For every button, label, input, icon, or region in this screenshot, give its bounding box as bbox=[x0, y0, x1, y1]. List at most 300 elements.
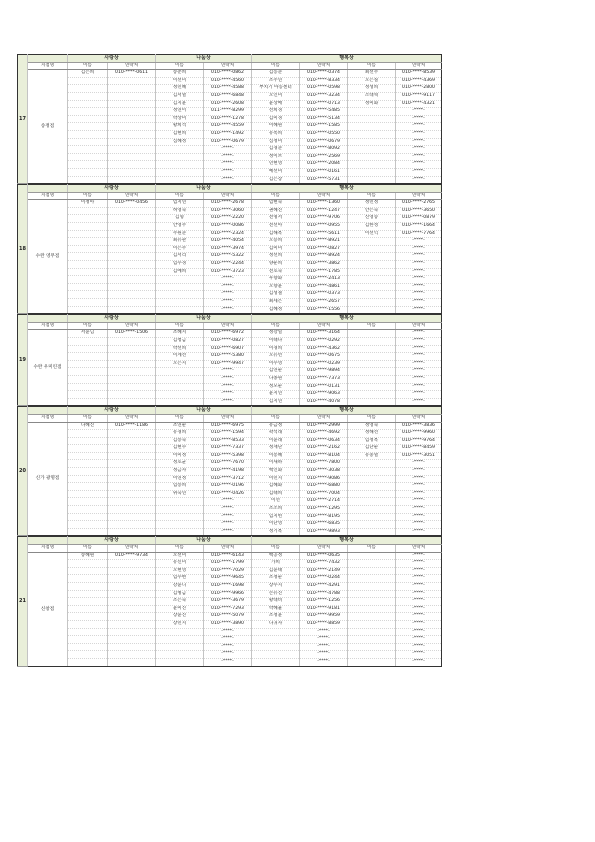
table-row bbox=[18, 643, 442, 651]
phone-cell bbox=[108, 658, 156, 666]
name-cell: 정금자 bbox=[156, 468, 204, 476]
name-cell: 장민지 bbox=[156, 620, 204, 628]
name-cell: 박상미 bbox=[156, 115, 204, 123]
name-cell: 정기옥 bbox=[252, 528, 300, 536]
name-cell bbox=[68, 161, 108, 169]
phone-cell: 010-****-3679 bbox=[204, 598, 252, 606]
name-cell bbox=[68, 146, 108, 154]
phone-cell: -****- bbox=[204, 176, 252, 184]
phone-cell: 010-****-0713 bbox=[300, 100, 348, 108]
name-cell: 이경희 bbox=[252, 345, 300, 353]
phone-cell: -****- bbox=[396, 353, 442, 361]
name-cell: 정선희 bbox=[252, 253, 300, 261]
phone-cell: 010-****-3862 bbox=[300, 261, 348, 269]
phone-cell: 010-****-2800 bbox=[396, 85, 442, 93]
name-cell: 오현영 bbox=[156, 567, 204, 575]
name-cell bbox=[348, 168, 396, 176]
phone-cell: -****- bbox=[204, 636, 252, 644]
column-header: 연락처 bbox=[108, 62, 156, 70]
branch-number: 17 bbox=[18, 55, 28, 184]
phone-cell: 010-****-8533 bbox=[204, 437, 252, 445]
name-cell bbox=[68, 92, 108, 100]
phone-cell bbox=[108, 353, 156, 361]
phone-cell: -****- bbox=[396, 168, 442, 176]
phone-cell: 010-****-4321 bbox=[396, 100, 442, 108]
name-cell bbox=[156, 299, 204, 307]
name-cell bbox=[348, 398, 396, 406]
name-cell bbox=[156, 513, 204, 521]
name-cell: 안영주 bbox=[156, 223, 204, 231]
name-cell bbox=[348, 498, 396, 506]
phone-cell: 010-****-2678 bbox=[204, 200, 252, 208]
name-cell bbox=[348, 598, 396, 606]
phone-cell: 010-****-1785 bbox=[300, 268, 348, 276]
name-cell: 안은숙 bbox=[348, 207, 396, 215]
column-header: 이름 bbox=[252, 545, 300, 553]
name-cell bbox=[348, 238, 396, 246]
table-row bbox=[18, 100, 442, 108]
table-row bbox=[18, 560, 442, 568]
table-row bbox=[18, 253, 442, 261]
name-cell: 김미경 bbox=[252, 115, 300, 123]
branch-name: 송정점 bbox=[28, 70, 68, 184]
phone-cell: 010-****-1247 bbox=[300, 207, 348, 215]
phone-cell: -****- bbox=[396, 176, 442, 184]
name-cell: 장수지 bbox=[252, 582, 300, 590]
name-cell bbox=[252, 636, 300, 644]
phone-cell bbox=[108, 513, 156, 521]
group-title-haengbok: 행복상 bbox=[252, 407, 442, 415]
name-cell: 정강일 bbox=[252, 330, 300, 338]
name-cell: 임현숙 bbox=[252, 200, 300, 208]
phone-cell: -****- bbox=[204, 168, 252, 176]
branch-block bbox=[17, 54, 442, 184]
name-cell bbox=[348, 468, 396, 476]
phone-cell: 010-****-4588 bbox=[204, 85, 252, 93]
name-cell: 김은희 bbox=[68, 70, 108, 78]
phone-cell: 010-****-2413 bbox=[300, 276, 348, 284]
name-cell: 김경준 bbox=[252, 146, 300, 154]
phone-cell: -****- bbox=[396, 383, 442, 391]
name-cell bbox=[348, 483, 396, 491]
name-cell bbox=[156, 643, 204, 651]
phone-cell: 010-****-5731 bbox=[300, 176, 348, 184]
name-cell: 전호숙 bbox=[252, 268, 300, 276]
name-cell: 정이브 bbox=[252, 153, 300, 161]
name-cell bbox=[68, 398, 108, 406]
table-row bbox=[18, 460, 442, 468]
phone-cell: 010-****-9181 bbox=[300, 605, 348, 613]
phone-cell: -****- bbox=[396, 567, 442, 575]
phone-cell bbox=[108, 77, 156, 85]
table-row bbox=[18, 306, 442, 314]
phone-cell: 010-****-2162 bbox=[300, 445, 348, 453]
name-cell: 강윤니 bbox=[156, 582, 204, 590]
table-row bbox=[18, 291, 442, 299]
phone-cell: 010-****-0955 bbox=[300, 223, 348, 231]
phone-cell: -****- bbox=[396, 391, 442, 399]
name-cell bbox=[348, 123, 396, 131]
phone-cell: 010-****-4560 bbox=[204, 77, 252, 85]
phone-cell bbox=[108, 168, 156, 176]
name-cell bbox=[348, 636, 396, 644]
phone-cell: 010-****-9734 bbox=[108, 552, 156, 560]
phone-cell: 010-****-0634 bbox=[300, 437, 348, 445]
name-cell: 민현영 bbox=[252, 161, 300, 169]
table-row bbox=[18, 85, 442, 93]
column-header: 연락처 bbox=[204, 192, 252, 200]
name-cell: 권혜진 bbox=[252, 207, 300, 215]
phone-cell: -****- bbox=[396, 658, 442, 666]
name-cell bbox=[348, 658, 396, 666]
name-cell: 이연정 bbox=[156, 475, 204, 483]
table-row bbox=[18, 506, 442, 514]
table-row bbox=[18, 582, 442, 590]
name-cell bbox=[348, 261, 396, 269]
branch-name: 신창점 bbox=[28, 552, 68, 666]
phone-cell: 010-****-1492 bbox=[204, 130, 252, 138]
name-cell bbox=[68, 253, 108, 261]
name-cell: 이선 bbox=[252, 498, 300, 506]
name-cell: 이민지 bbox=[252, 475, 300, 483]
table-row bbox=[18, 528, 442, 536]
table-row bbox=[18, 452, 442, 460]
name-cell: 곽석래 bbox=[252, 430, 300, 438]
branch-block bbox=[17, 184, 442, 314]
table-row bbox=[18, 398, 442, 406]
name-cell: 정해선 bbox=[348, 430, 396, 438]
name-cell bbox=[68, 245, 108, 253]
name-cell bbox=[348, 353, 396, 361]
name-cell bbox=[156, 628, 204, 636]
name-cell bbox=[348, 475, 396, 483]
column-header: 연락처 bbox=[396, 62, 442, 70]
phone-cell: 010-****-6143 bbox=[204, 552, 252, 560]
phone-cell: 010-****-3234 bbox=[300, 92, 348, 100]
phone-cell: -****- bbox=[396, 138, 442, 146]
name-cell: 손유진 bbox=[252, 590, 300, 598]
name-cell bbox=[68, 383, 108, 391]
phone-cell bbox=[108, 345, 156, 353]
table-row bbox=[18, 567, 442, 575]
name-cell: 김청금 bbox=[156, 337, 204, 345]
name-cell bbox=[68, 620, 108, 628]
name-cell: 임수경 bbox=[156, 261, 204, 269]
name-cell bbox=[348, 306, 396, 314]
phone-cell: -****- bbox=[396, 276, 442, 284]
phone-cell: 010-****-0374 bbox=[300, 70, 348, 78]
name-cell bbox=[68, 276, 108, 284]
name-cell: 오은실 bbox=[348, 77, 396, 85]
name-cell: 최세은 bbox=[252, 299, 300, 307]
name-cell bbox=[68, 483, 108, 491]
name-cell: 신영승 bbox=[348, 215, 396, 223]
table-row bbox=[18, 115, 442, 123]
name-cell bbox=[348, 620, 396, 628]
name-cell: 이새하 bbox=[252, 460, 300, 468]
phone-cell bbox=[108, 108, 156, 116]
branch-block bbox=[17, 314, 442, 406]
table-row bbox=[18, 123, 442, 131]
phone-cell bbox=[108, 153, 156, 161]
column-header: 연락처 bbox=[108, 192, 156, 200]
name-cell: 위숙연 bbox=[156, 490, 204, 498]
phone-cell: -****- bbox=[396, 490, 442, 498]
branch-number: 20 bbox=[18, 407, 28, 536]
phone-cell: 010-****-6907 bbox=[204, 345, 252, 353]
phone-cell: 010-****-1585 bbox=[300, 123, 348, 131]
phone-cell: -****- bbox=[396, 238, 442, 246]
group-title-haengbok: 행복상 bbox=[252, 185, 442, 193]
phone-cell: 010-****-8859 bbox=[300, 620, 348, 628]
phone-cell: -****- bbox=[204, 513, 252, 521]
phone-cell bbox=[108, 528, 156, 536]
phone-cell: -****- bbox=[396, 460, 442, 468]
name-cell: 나귀자 bbox=[252, 620, 300, 628]
name-cell bbox=[348, 552, 396, 560]
phone-cell: 010-****-1698 bbox=[204, 582, 252, 590]
name-cell: 조정윤 bbox=[252, 613, 300, 621]
table-row bbox=[18, 468, 442, 476]
phone-cell: -****- bbox=[204, 276, 252, 284]
column-header: 이름 bbox=[252, 192, 300, 200]
column-header: 이름 bbox=[68, 322, 108, 330]
table-row bbox=[18, 422, 442, 430]
name-cell bbox=[348, 567, 396, 575]
name-cell bbox=[68, 582, 108, 590]
phone-cell bbox=[108, 100, 156, 108]
phone-cell: -****- bbox=[204, 153, 252, 161]
column-header: 이름 bbox=[348, 545, 396, 553]
column-header: 이름 bbox=[68, 545, 108, 553]
phone-cell: 010-****-4788 bbox=[300, 590, 348, 598]
table-row bbox=[18, 636, 442, 644]
phone-cell: 010-****-3836 bbox=[396, 422, 442, 430]
phone-cell: 010-****-0675 bbox=[300, 353, 348, 361]
phone-cell bbox=[108, 215, 156, 223]
phone-cell bbox=[108, 276, 156, 284]
name-cell: 장윤진 bbox=[156, 613, 204, 621]
phone-cell: 010-****-0827 bbox=[300, 245, 348, 253]
name-cell: 김미미 bbox=[252, 245, 300, 253]
name-cell bbox=[68, 130, 108, 138]
name-cell bbox=[348, 383, 396, 391]
name-cell bbox=[68, 168, 108, 176]
name-cell bbox=[156, 398, 204, 406]
phone-cell: -****- bbox=[396, 636, 442, 644]
phone-cell bbox=[108, 490, 156, 498]
name-cell: 조혜지 bbox=[156, 330, 204, 338]
phone-cell: 010-****-8104 bbox=[300, 452, 348, 460]
phone-cell: 010-****-0550 bbox=[300, 130, 348, 138]
table-row bbox=[18, 605, 442, 613]
phone-cell: -****- bbox=[204, 383, 252, 391]
phone-cell: 010-****-0244 bbox=[300, 575, 348, 583]
phone-cell: -****- bbox=[396, 261, 442, 269]
phone-cell: -****- bbox=[396, 506, 442, 514]
table-row bbox=[18, 238, 442, 246]
name-cell bbox=[68, 651, 108, 659]
table-row bbox=[18, 360, 442, 368]
name-cell bbox=[68, 230, 108, 238]
name-cell: 김현수 bbox=[156, 445, 204, 453]
name-cell bbox=[68, 176, 108, 184]
phone-cell bbox=[108, 391, 156, 399]
phone-cell bbox=[108, 299, 156, 307]
phone-cell bbox=[108, 590, 156, 598]
branch-name: 수완 영무점 bbox=[28, 200, 68, 314]
name-cell: 임지헌 bbox=[252, 513, 300, 521]
name-cell: 이계선 bbox=[156, 353, 204, 361]
name-cell: 오은지 bbox=[156, 360, 204, 368]
name-cell: 서윤님 bbox=[68, 330, 108, 338]
phone-cell: 010-****-2220 bbox=[204, 215, 252, 223]
name-cell: 정연이 bbox=[156, 108, 204, 116]
name-cell bbox=[68, 528, 108, 536]
table-row bbox=[18, 490, 442, 498]
phone-cell: 010-****-7373 bbox=[300, 375, 348, 383]
name-cell bbox=[348, 268, 396, 276]
name-cell: 이태다 bbox=[252, 337, 300, 345]
phone-cell: -****- bbox=[204, 368, 252, 376]
group-spacer bbox=[28, 407, 68, 415]
table-row bbox=[18, 161, 442, 169]
name-cell bbox=[68, 85, 108, 93]
name-cell: 김혜화 bbox=[252, 483, 300, 491]
phone-cell bbox=[108, 437, 156, 445]
phone-cell: 010-****-3890 bbox=[204, 620, 252, 628]
phone-cell: -****- bbox=[300, 628, 348, 636]
name-cell: 윤상배 bbox=[252, 100, 300, 108]
table-row bbox=[18, 200, 442, 208]
phone-cell: 010-****-7293 bbox=[204, 605, 252, 613]
phone-cell: -****- bbox=[396, 130, 442, 138]
phone-cell: 010-****-7004 bbox=[300, 490, 348, 498]
phone-cell: 010-****-1506 bbox=[108, 330, 156, 338]
phone-cell: -****- bbox=[396, 123, 442, 131]
phone-cell bbox=[108, 620, 156, 628]
table-row bbox=[18, 230, 442, 238]
phone-cell: 010-****-4078 bbox=[300, 398, 348, 406]
name-cell: 가희 bbox=[252, 560, 300, 568]
name-cell: 나혜진 bbox=[68, 422, 108, 430]
group-title-sarang: 사랑상 bbox=[68, 407, 156, 415]
table-row bbox=[18, 498, 442, 506]
name-cell bbox=[68, 636, 108, 644]
group-title-sarang: 사랑상 bbox=[68, 315, 156, 323]
phone-cell bbox=[108, 146, 156, 154]
column-header: 지점명 bbox=[28, 62, 68, 70]
phone-cell: 010-****-1360 bbox=[300, 200, 348, 208]
phone-cell bbox=[108, 253, 156, 261]
name-cell bbox=[156, 153, 204, 161]
column-header: 지점명 bbox=[28, 545, 68, 553]
name-cell bbox=[156, 291, 204, 299]
column-header: 연락처 bbox=[300, 545, 348, 553]
phone-cell: 010-****-7029 bbox=[204, 567, 252, 575]
name-cell bbox=[348, 560, 396, 568]
phone-cell: 010-****-4198 bbox=[204, 468, 252, 476]
name-cell bbox=[156, 146, 204, 154]
phone-cell: 010-****-0598 bbox=[300, 85, 348, 93]
name-cell bbox=[156, 658, 204, 666]
name-cell: 심정미 bbox=[252, 138, 300, 146]
name-cell bbox=[156, 506, 204, 514]
phone-cell: -****- bbox=[204, 643, 252, 651]
name-cell bbox=[252, 643, 300, 651]
name-cell bbox=[68, 108, 108, 116]
phone-cell: 010-****-5134 bbox=[300, 115, 348, 123]
phone-cell: 010-****-0456 bbox=[108, 200, 156, 208]
phone-cell: -****- bbox=[396, 598, 442, 606]
name-cell: 양운희 bbox=[252, 261, 300, 269]
name-cell: 이정아 bbox=[68, 200, 108, 208]
name-cell: 주원준 bbox=[156, 230, 204, 238]
branch-number: 19 bbox=[18, 315, 28, 406]
table-row bbox=[18, 483, 442, 491]
name-cell bbox=[68, 506, 108, 514]
name-cell: 이혜원 bbox=[252, 123, 300, 131]
phone-cell: 010-****-5079 bbox=[204, 613, 252, 621]
name-cell: 이수영 bbox=[252, 360, 300, 368]
phone-cell: 010-****-9894 bbox=[300, 368, 348, 376]
phone-cell: -****- bbox=[204, 283, 252, 291]
phone-cell: 010-****-0196 bbox=[204, 483, 252, 491]
phone-cell: -****- bbox=[300, 643, 348, 651]
phone-cell: 010-****-8092 bbox=[300, 146, 348, 154]
table-row bbox=[18, 138, 442, 146]
phone-cell: 010-****-0611 bbox=[108, 70, 156, 78]
name-cell bbox=[348, 245, 396, 253]
name-cell: 정민혜 bbox=[156, 85, 204, 93]
phone-cell bbox=[108, 445, 156, 453]
phone-cell: -****- bbox=[396, 605, 442, 613]
column-header: 이름 bbox=[156, 414, 204, 422]
table-row bbox=[18, 383, 442, 391]
table-row bbox=[18, 207, 442, 215]
name-cell bbox=[348, 330, 396, 338]
table-row bbox=[18, 215, 442, 223]
phone-cell: 010-****-6835 bbox=[300, 521, 348, 529]
name-cell bbox=[348, 643, 396, 651]
name-cell: 우향화 bbox=[252, 276, 300, 284]
name-cell: 예선미 bbox=[252, 168, 300, 176]
table-row bbox=[18, 146, 442, 154]
phone-cell: 010-****-5485 bbox=[300, 108, 348, 116]
name-cell: 심혜정 bbox=[156, 138, 204, 146]
phone-cell bbox=[108, 575, 156, 583]
name-cell bbox=[68, 345, 108, 353]
phone-cell: 010-****-2765 bbox=[396, 200, 442, 208]
name-cell bbox=[68, 353, 108, 361]
phone-cell: 010-****-0635 bbox=[300, 552, 348, 560]
name-cell bbox=[68, 452, 108, 460]
name-cell: 윤지연 bbox=[252, 391, 300, 399]
column-header: 연락처 bbox=[204, 322, 252, 330]
phone-cell bbox=[108, 85, 156, 93]
phone-cell: -****- bbox=[396, 620, 442, 628]
name-cell bbox=[156, 498, 204, 506]
phone-cell: -****- bbox=[396, 521, 442, 529]
name-cell: 오유빈 bbox=[252, 353, 300, 361]
name-cell: 황대비 bbox=[252, 598, 300, 606]
phone-cell: -****- bbox=[204, 521, 252, 529]
name-cell bbox=[68, 77, 108, 85]
phone-cell: -****- bbox=[396, 268, 442, 276]
phone-cell: 010-****-2608 bbox=[204, 100, 252, 108]
name-cell bbox=[156, 521, 204, 529]
phone-cell: 010-****-2084 bbox=[300, 161, 348, 169]
